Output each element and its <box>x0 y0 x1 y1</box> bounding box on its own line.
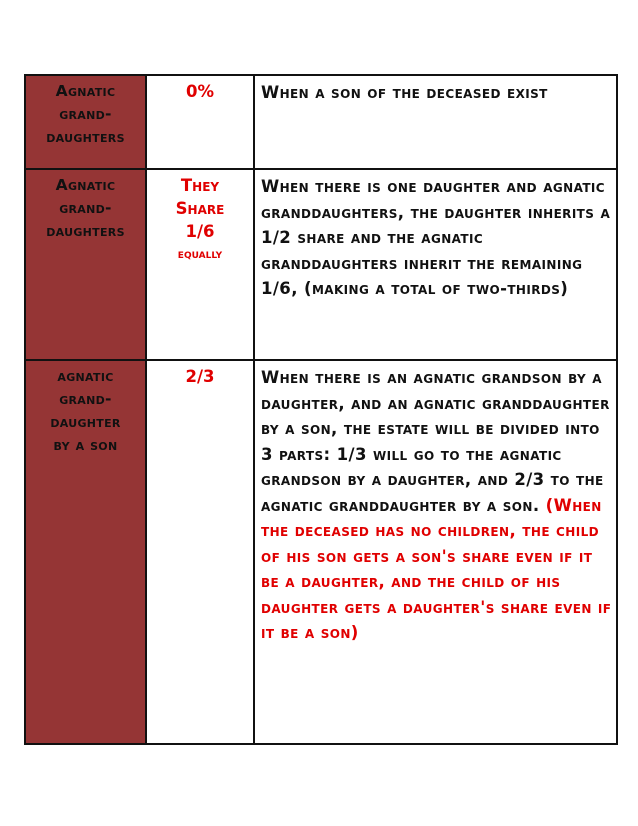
share-line: equally <box>177 247 223 262</box>
heir-line: agnatic <box>57 367 114 385</box>
table-row <box>25 360 617 744</box>
heir-line: daughters <box>46 128 125 146</box>
share-line: Share <box>175 199 225 218</box>
heir-line: grand- <box>59 105 112 123</box>
share-line: They <box>180 176 220 195</box>
share-cell <box>146 75 254 169</box>
heir-cell <box>25 360 146 744</box>
share-cell <box>146 360 254 744</box>
condition-cell <box>254 75 617 169</box>
share-cell <box>146 169 254 360</box>
heir-line: Agnatic <box>55 82 116 100</box>
inheritance-table <box>24 74 618 745</box>
heir-line: Agnatic <box>55 176 116 194</box>
condition-text: When there is an agnatic grandson by a daughter, and an agnatic granddaughter by a son, the estate will be divided into 3 parts: 1/3 will go to the agnatic grandson by a daughter, and 2/3 to the agnatic granddaughter by a son. <box>261 368 610 515</box>
heir-cell <box>25 75 146 169</box>
condition-cell <box>254 360 617 744</box>
condition-cell <box>254 169 617 360</box>
heir-line: daughters <box>46 222 125 240</box>
share-line: 2/3 <box>185 367 215 386</box>
condition-text: When there is one daughter and agnatic granddaughters, the daughter inherits a 1/2 share and the agnatic granddaughters inherit the remaining 1/6, (making a total of two-thirds) <box>261 177 611 298</box>
heir-line: grand- <box>59 199 112 217</box>
table-row <box>25 75 617 169</box>
share-line: 1/6 <box>185 222 215 241</box>
table-row <box>25 169 617 360</box>
heir-line: daughter <box>50 413 121 431</box>
condition-note: (When the deceased has no children, the child of his son gets a son's share even if it be a daughter, and the child of his daughter gets a daughter's share even if it be a son) <box>261 495 612 642</box>
heir-line: grand- <box>59 390 112 408</box>
heir-cell <box>25 169 146 360</box>
share-line: 0% <box>185 82 214 101</box>
condition-text: When a son of the deceased exist <box>261 83 548 102</box>
heir-line: by a son <box>53 436 118 454</box>
